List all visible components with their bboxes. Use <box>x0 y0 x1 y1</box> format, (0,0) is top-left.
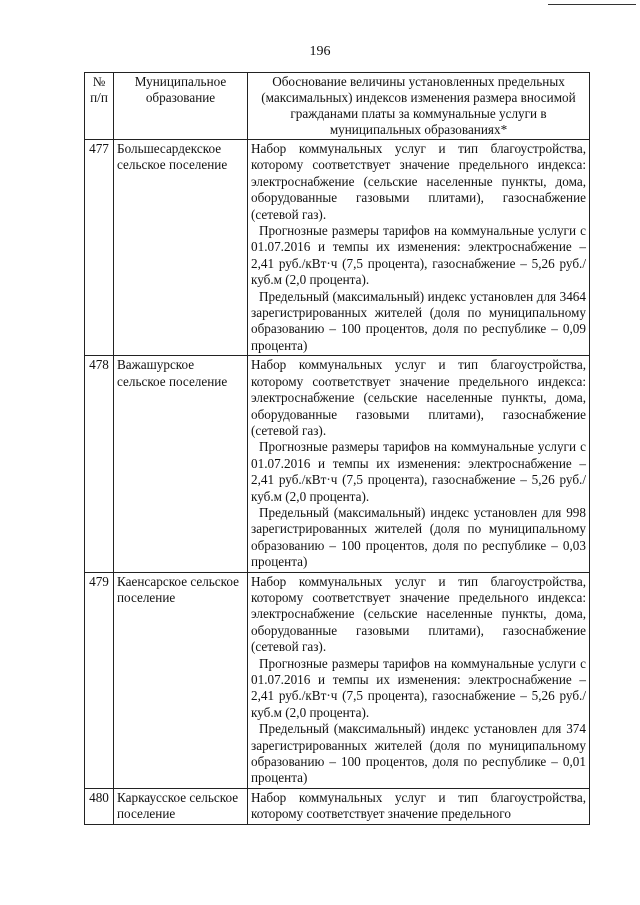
services-paragraph: Набор коммунальных услуг и тип благоустройства, которому соответствует значение предельного индекса: электроснабжение (сельские населенные пункты, дома, оборудованные газовыми плитами), газоснабжение (сетевой газ). <box>251 357 586 438</box>
tariff-table <box>84 72 590 825</box>
tariffs-paragraph: Прогнозные размеры тарифов на коммунальные услуги с 01.07.2016 и темпы их изменения: электроснабжение – 2,41 руб./кВт·ч (7,5 процента), газоснабжение – 5,26 руб./куб.м (2,0 процента). <box>251 655 586 720</box>
table-header-row <box>85 73 590 140</box>
table-row <box>85 572 590 788</box>
services-paragraph: Набор коммунальных услуг и тип благоустройства, которому соответствует значение предельного индекса: электроснабжение (сельские населенные пункты, дома, оборудованные газовыми плитами), газоснабжение (сетевой газ). <box>251 141 586 222</box>
index-paragraph: Предельный (максимальный) индекс установлен для 998 зарегистрированных жителей (доля по муниципальному образованию – 100 процентов, доля по республике – 0,03 процента) <box>251 504 586 570</box>
row-number: 478 <box>85 356 114 572</box>
top-rule <box>548 4 636 5</box>
municipality-name: Каенсарское сельское поселение <box>114 572 248 788</box>
tariffs-paragraph: Прогнозные размеры тарифов на коммунальные услуги с 01.07.2016 и темпы их изменения: электроснабжение – 2,41 руб./кВт·ч (7,5 процента), газоснабжение – 5,26 руб./куб.м (2,0 процента). <box>251 439 586 504</box>
rationale-cell <box>248 572 590 788</box>
rationale-cell <box>248 356 590 572</box>
services-paragraph: Набор коммунальных услуг и тип благоустройства, которому соответствует значение предельного индекса: электроснабжение (сельские населенные пункты, дома, оборудованные газовыми плитами), газоснабжение (сетевой газ). <box>251 573 586 655</box>
municipality-name: Каркаусское сельское поселение <box>114 788 248 824</box>
page-number: 196 <box>309 44 331 59</box>
row-number: 477 <box>85 140 114 356</box>
index-paragraph: Предельный (максимальный) индекс установлен для 374 зарегистрированных жителей (доля по муниципальному образованию – 100 процентов, доля по республике – 0,01 процента) <box>251 721 586 786</box>
header-municipality: Муниципальное образование <box>114 73 248 140</box>
table-row <box>85 356 590 572</box>
municipality-name: Важашурское сельское поселение <box>114 356 248 572</box>
tariffs-paragraph: Прогнозные размеры тарифов на коммунальные услуги с 01.07.2016 и темпы их изменения: электроснабжение – 2,41 руб./кВт·ч (7,5 процента), газоснабжение – 5,26 руб./куб.м (2,0 процента). <box>251 223 586 288</box>
municipality-name: Большесардекское сельское поселение <box>114 140 248 356</box>
row-number: 479 <box>85 572 114 788</box>
index-paragraph: Предельный (максимальный) индекс установлен для 3464 зарегистрированных жителей (доля по муниципальному образованию – 100 процентов, доля по республике – 0,09 процента) <box>251 288 586 353</box>
rationale-cell <box>248 788 590 824</box>
header-num: № п/п <box>85 73 114 140</box>
rationale-cell <box>248 140 590 356</box>
table-row <box>85 788 590 824</box>
services-paragraph: Набор коммунальных услуг и тип благоустройства, которому соответствует значение предельного <box>251 789 586 822</box>
row-number: 480 <box>85 788 114 824</box>
header-rationale: Обоснование величины установленных предельных (максимальных) индексов изменения размера вносимой гражданами платы за коммунальные услуги в муниципальных образованиях* <box>248 73 590 140</box>
table-row <box>85 140 590 356</box>
